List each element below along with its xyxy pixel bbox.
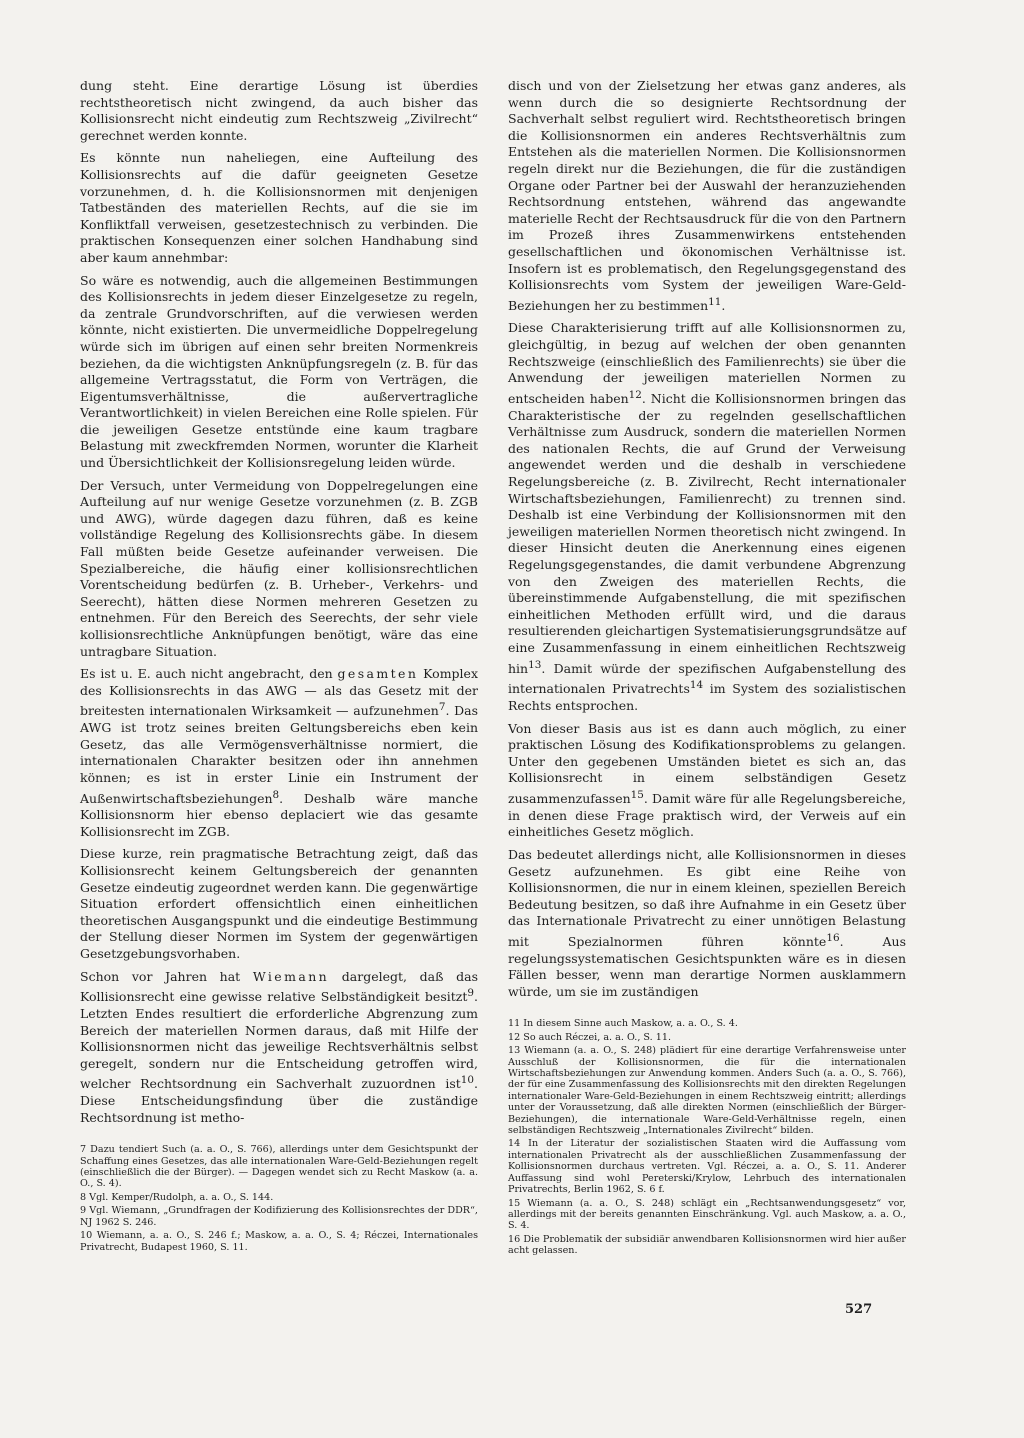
footnote-separator [80, 1132, 478, 1144]
footnote: 16 Die Problematik der subsidiär anwendbaren Kollisionsnormen wird hier außer acht gelassen. [508, 1233, 906, 1257]
footnote-separator [508, 1006, 906, 1018]
footnote-ref: 8 [272, 788, 280, 801]
footnote-ref: 16 [826, 931, 840, 944]
footnote-ref: 11 [708, 295, 722, 308]
paragraph: Diese Charakterisierung trifft auf alle Kollisionsnormen zu, gleichgültig, in bezug auf welchen der oben genannten Rechtszweige (einschließlich des Familienrechts) sie über die Anwendung der jeweiligen materiellen Normen zu entscheiden haben$^{12}$. Nicht die Kollisionsnormen bringen das Charakteristische der zu regelnden gesellschaftlichen Verhältnisse zum Ausdruck, sondern die materiellen Normen des nationalen Rechts, die auf Grund der Verweisung angewendet werden und die deshalb in verschiedene Regelungsbereiche (z. B. Zivilrecht, Recht internationaler Wirtschaftsbeziehungen, Familienrecht) zu trennen sind. Deshalb ist eine Verbindung der Kollisionsnormen mit den jeweiligen materiellen Normen theoretisch nicht zwingend. In dieser Hinsicht deuten die Anerkennung eines eigenen Regelungsgegenstandes, die damit verbundene Abgrenzung von den Zweigen des materiellen Rechts, die übereinstimmende Aufgabenstellung, die mit spezifischen einheitlichen Methoden erfüllt wird, und die daraus resultierenden gleichartigen Systematisierungsgrundsätze auf eine Zusammenfassung in einem einheitlichen Rechtszweig hin$^{13}$. Damit würde der spezifischen Aufgabenstellung des internationalen Privatrechts$^{14}$ im System des sozialistischen Rechts entsprochen. [508, 320, 906, 713]
author-name-spaced: Wiemann [252, 968, 330, 984]
footnote: 8 Vgl. Kemper/Rudolph, a. a. O., S. 144. [80, 1191, 274, 1203]
footnote: 9 Vgl. Wiemann, „Grundfragen der Kodifizierung des Kollisionsrechtes der DDR“, NJ 1962 S. 246. [80, 1205, 478, 1228]
right-column [508, 78, 906, 1259]
paragraph: Es könnte nun naheliegen, eine Aufteilung des Kollisionsrechts auf die dafür geeigneten Gesetze vorzunehmen, d. h. die Kollisionsnormen mit denjenigen Tatbeständen des materiellen Rechts, auf die sie im Konfliktfall verweisen, gesetzestechnisch zu verbinden. Die praktischen Konsequenzen einer solchen Handhabung sind aber kaum annehmbar: [80, 150, 478, 265]
paragraph: Diese kurze, rein pragmatische Betrachtung zeigt, daß das Kollisionsrecht keinem Geltungsbereich der genannten Gesetze eindeutig zugeordnet werden kann. Die gegenwärtige Situation erfordert offensichtlich einen einheitlichen theoretischen Ausgangspunkt und die eindeutige Bestimmung der Stellung dieser Normen im System der gegenwärtigen Gesetzgebungsvorhaben. [80, 846, 478, 961]
footnote: 11 In diesem Sinne auch Maskow, a. a. O., S. 4. [508, 1018, 738, 1030]
footnote-ref: 12 [628, 388, 642, 401]
paragraph: Das bedeutet allerdings nicht, alle Kollisionsnormen in dieses Gesetz aufzunehmen. Es gibt eine Reihe von Kollisionsnormen, die nur in einem kleinen, speziellen Bereich Bedeutung besitzen, so daß ihre Aufnahme in ein Gesetz über das Internationale Privatrecht zu einer unnötigen Belastung mit Spezialnormen führen könnte$^{16}$. Aus regelungssystematischen Gesichtspunkten wäre es in diesen Fällen besser, wenn man derartige Normen ausklammern würde, um sie im zuständigen [508, 846, 906, 999]
footnote-ref: 7 [438, 701, 446, 714]
paragraph: disch und von der Zielsetzung her etwas ganz anderes, als wenn durch die so designierte Rechtsordnung der Sachverhalt selbst reguliert wird. Rechtstheoretisch bringen die Kollisionsnormen ein anderes Rechtsverhältnis zum Entstehen als die materiellen Normen. Die Kollisionsnormen regeln direkt nur die Beziehungen, die für die zuständigen Organe oder Partner bei der Auswahl der heranzuziehenden Rechtsordnung entstehen, während das angewandte materielle Recht der Rechtsausdruck für die von den Partnern im Prozeß ihres Zusammenwirkens entstehenden gesellschaftlichen und ökonomischen Verhältnisse ist. Insofern ist es problematisch, den Regelungsgegenstand des Kollisionsrechts vom System der jeweiligen Ware-Geld-Beziehungen her zu bestimmen$^{11}$. [508, 78, 906, 313]
footnote: 7 Dazu tendiert Such (a. a. O., S. 766), allerdings unter dem Gesichtspunkt der Schaffung eines Gesetzes, das alle internationalen Ware-Geld-Beziehungen regelt (einschließlich die der Bürger). — Dagegen wendet sich zu Recht Maskow (a. a. O., S. 4). [80, 1144, 478, 1190]
footnote-ref: 15 [630, 788, 644, 801]
emphasis-spaced: gesamten [337, 666, 419, 682]
page-number: 527 [845, 1302, 873, 1317]
footnote-ref: 9 [467, 987, 475, 1000]
paragraph: dung steht. Eine derartige Lösung ist überdies rechtstheoretisch nicht zwingend, da auch bisher das Kollisionsrecht nicht eindeutig zum Rechtszweig „Zivilrecht“ gerechnet werden konnte. [80, 78, 478, 143]
footnote: 10 Wiemann, a. a. O., S. 246 f.; Maskow, a. a. O., S. 4; Réczei, Internationales Privatrecht, Budapest 1960, S. 11. [80, 1230, 478, 1253]
footnote-ref: 10 [460, 1074, 475, 1087]
paragraph: Von dieser Basis aus ist es dann auch möglich, zu einer praktischen Lösung des Kodifikationsproblems zu gelangen. Unter den gegebenen Umständen bietet es sich an, das Kollisionsrecht in einem selbständigen Gesetz zusammenzufassen$^{15}$. Damit wäre für alle Regelungsbereiche, in denen diese Frage praktisch wird, der Verweis auf ein einheitliches Gesetz möglich. [508, 720, 906, 840]
footnote: 12 So auch Réczei, a. a. O., S. 11. [508, 1031, 672, 1043]
footnote-ref: 13 [528, 658, 542, 671]
left-column [80, 78, 478, 1255]
paragraph: So wäre es notwendig, auch die allgemeinen Bestimmungen des Kollisionsrechts in jedem dieser Einzelgesetze zu regeln, da zentrale Grundvorschriften, auf die verwiesen werden könnte, nicht existierten. Die unvermeidliche Doppelregelung würde sich im übrigen auf einen sehr breiten Normenkreis beziehen, da die wichtigsten Anknüpfungsregeln (z. B. für das allgemeine Vertragsstatut, die Form von Verträgen, die Eigentumsverhältnisse, die außervertragliche Verantwortlichkeit) in vielen Bereichen eine Rolle spielen. Für die jeweiligen Gesetze entstünde eine kaum tragbare Belastung mit zweckfremden Normen, worunter die Klarheit und Übersichtlichkeit der Kollisionsregelung leiden würde. [80, 272, 478, 471]
footnote: 13 Wiemann (a. a. O., S. 248) plädiert für eine derartige Verfahrensweise unter Ausschluß der Kollisionsnormen, die für die internationalen Wirtschaftsbeziehungen zur Anwendung kommen. Anders Such (a. a. O., S. 766), der für eine Zusammenfassung des Kollisionsrechts mit den direkten Regelungen internationaler Ware-Geld-Beziehungen in einem Rechtszweig eintritt; allerdings unter der Voraussetzung, daß alle direkten Normen (einschließlich der Bürger-Beziehungen), die internationale Ware-Geld-Verhältnisse regeln, einen selbständigen Rechtszweig „Internationales Zivilrecht“ bilden. [508, 1045, 906, 1137]
paragraph: Der Versuch, unter Vermeidung von Doppelregelungen eine Aufteilung auf nur wenige Gesetze vorzunehmen (z. B. ZGB und AWG), würde dagegen dazu führen, daß es keine vollständige Regelung des Kollisionsrechts gäbe. In diesem Fall müßten beide Gesetze aufeinander verweisen. Die Spezialbereiche, die häufig einer kollisionsrechtlichen Vorentscheidung bedürfen (z. B. Urheber-, Verkehrs- und Seerecht), hätten diese Normen mehreren Gesetzen zu entnehmen. Für den Bereich des Seerechts, der sehr viele kollisionsrechtliche Anknüpfungen benötigt, wäre das eine untragbare Situation. [80, 477, 478, 659]
paragraph: Es ist u. E. auch nicht angebracht, den gesamten Komplex des Kollisionsrechts in das AWG — als das Gesetz mit der breitesten internationalen Wirksamkeit — aufzunehmen$^7$. Das AWG ist trotz seines breiten Geltungsbereichs eben kein Gesetz, das alle Vermögensverhältnisse normiert, die internationalen Charakter besitzen oder ihn annehmen können; es ist in erster Linie ein Instrument der Außenwirtschaftsbeziehungen$^8$. Deshalb wäre manche Kollisionsnorm hier ebenso deplaciert wie das gesamte Kollisionsrecht im ZGB. [80, 666, 479, 839]
footnote-ref: 14 [689, 679, 704, 692]
footnote: 15 Wiemann (a. a. O., S. 248) schlägt ein „Rechtsanwendungsgesetz“ vor, allerdings mit der bereits genannten Einschränkung. Vgl. auch Maskow, a. a. O., S. 4. [508, 1197, 906, 1232]
footnote: 14 In der Literatur der sozialistischen Staaten wird die Auffassung vom internationalen Privatrecht als der ausschließlichen Zusammenfassung der Kollisionsnormen durchaus vertreten. Vgl. Réczei, a. a. O., S. 11. Anderer Auffassung sind wohl Pereterski/Krylow, Lehrbuch des internationalen Privatrechts, Berlin 1962, S. 6 f. [508, 1138, 906, 1196]
paragraph: Schon vor Jahren hat Wiemann dargelegt, daß das Kollisionsrecht eine gewisse relative Selbständigkeit besitzt$^9$. Letzten Endes resultiert die erforderliche Abgrenzung zum Bereich der materiellen Normen daraus, daß mit Hilfe der Kollisionsnormen nicht das jeweilige Rechtsverhältnis selbst geregelt, sondern nur die Entscheidung getroffen wird, welcher Rechtsordnung ein Sachverhalt zuzuordnen ist$^{10}$. Diese Entscheidungsfindung über die zuständige Rechtsordnung ist metho- [80, 968, 478, 1125]
